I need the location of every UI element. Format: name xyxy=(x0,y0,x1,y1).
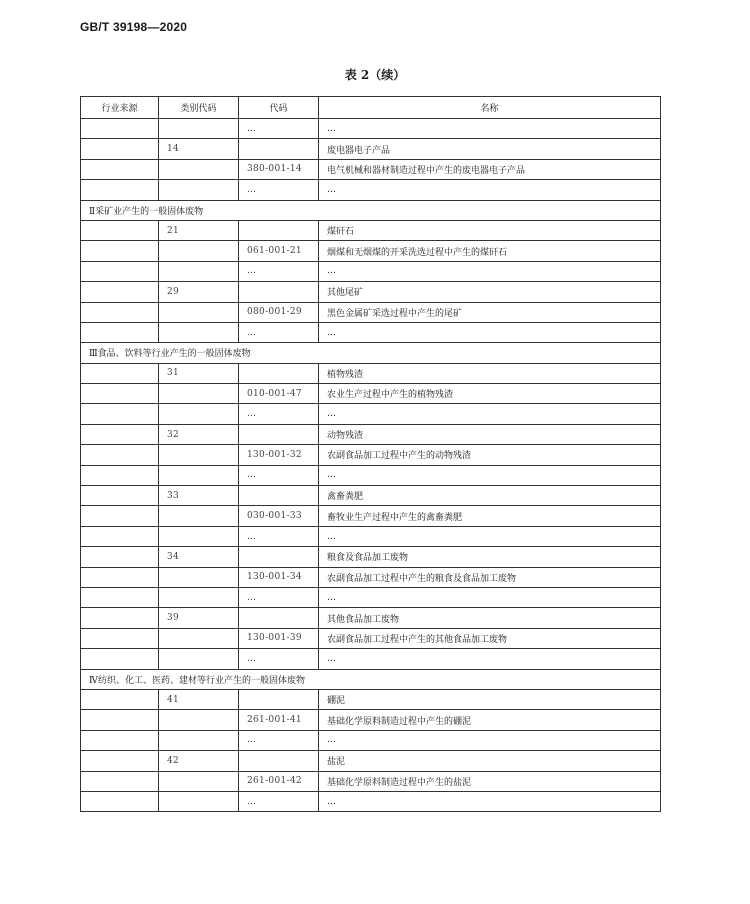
category-code-cell: 21 xyxy=(159,220,239,240)
column-header-category-code: 类别代码 xyxy=(159,97,239,119)
code-cell: 130-001-34 xyxy=(239,567,319,587)
code-cell: … xyxy=(239,322,319,342)
category-code-cell: 39 xyxy=(159,608,239,628)
code-cell: … xyxy=(239,261,319,281)
category-code-cell xyxy=(159,730,239,750)
name-cell: … xyxy=(319,526,661,546)
code-cell xyxy=(239,751,319,771)
table-row xyxy=(81,506,661,526)
name-cell: 粮食及食品加工废物 xyxy=(319,547,661,567)
industry-cell xyxy=(81,119,159,139)
name-cell: 畜牧业生产过程中产生的禽畜粪肥 xyxy=(319,506,661,526)
code-cell: 061-001-21 xyxy=(239,241,319,261)
industry-cell xyxy=(81,241,159,261)
industry-cell xyxy=(81,628,159,648)
code-cell: … xyxy=(239,180,319,200)
category-code-cell: 32 xyxy=(159,424,239,444)
code-cell xyxy=(239,424,319,444)
table-row xyxy=(81,159,661,179)
code-cell xyxy=(239,547,319,567)
table-row xyxy=(81,180,661,200)
name-cell: … xyxy=(319,261,661,281)
category-code-cell xyxy=(159,384,239,404)
industry-cell xyxy=(81,302,159,322)
industry-cell xyxy=(81,608,159,628)
table-row xyxy=(81,628,661,648)
code-cell xyxy=(239,689,319,709)
table-row xyxy=(81,689,661,709)
industry-cell xyxy=(81,547,159,567)
table-row xyxy=(81,486,661,506)
category-code-cell xyxy=(159,159,239,179)
category-code-cell xyxy=(159,302,239,322)
name-cell: 农业生产过程中产生的植物残渣 xyxy=(319,384,661,404)
name-cell: … xyxy=(319,465,661,485)
industry-cell xyxy=(81,791,159,811)
category-code-cell xyxy=(159,710,239,730)
category-code-cell: 41 xyxy=(159,689,239,709)
section-title: Ⅲ食品、饮料等行业产生的一般固体废物 xyxy=(81,343,661,363)
section-header-row xyxy=(81,669,661,689)
table-row xyxy=(81,751,661,771)
industry-cell xyxy=(81,710,159,730)
code-cell: … xyxy=(239,730,319,750)
table-row xyxy=(81,710,661,730)
code-cell xyxy=(239,139,319,159)
industry-cell xyxy=(81,424,159,444)
industry-cell xyxy=(81,261,159,281)
table-row xyxy=(81,404,661,424)
code-cell xyxy=(239,220,319,240)
industry-cell xyxy=(81,730,159,750)
column-header-industry: 行业来源 xyxy=(81,97,159,119)
table-row xyxy=(81,587,661,607)
table-row xyxy=(81,567,661,587)
code-cell: … xyxy=(239,649,319,669)
industry-cell xyxy=(81,322,159,342)
name-cell: … xyxy=(319,322,661,342)
industry-cell xyxy=(81,220,159,240)
code-cell: 080-001-29 xyxy=(239,302,319,322)
table-row xyxy=(81,119,661,139)
industry-cell xyxy=(81,587,159,607)
industry-cell xyxy=(81,404,159,424)
category-code-cell xyxy=(159,628,239,648)
table-row xyxy=(81,791,661,811)
name-cell: 动物残渣 xyxy=(319,424,661,444)
table-body xyxy=(81,119,661,812)
name-cell: … xyxy=(319,119,661,139)
table-header-row xyxy=(81,97,661,119)
industry-cell xyxy=(81,689,159,709)
name-cell: 其他尾矿 xyxy=(319,282,661,302)
category-code-cell xyxy=(159,791,239,811)
category-code-cell: 42 xyxy=(159,751,239,771)
industry-cell xyxy=(81,486,159,506)
name-cell: … xyxy=(319,404,661,424)
name-cell: 硼泥 xyxy=(319,689,661,709)
table-row xyxy=(81,282,661,302)
table-row xyxy=(81,261,661,281)
industry-cell xyxy=(81,139,159,159)
category-code-cell: 29 xyxy=(159,282,239,302)
industry-cell xyxy=(81,363,159,383)
section-title: Ⅱ采矿业产生的一般固体废物 xyxy=(81,200,661,220)
category-code-cell: 34 xyxy=(159,547,239,567)
industry-cell xyxy=(81,180,159,200)
column-header-code: 代码 xyxy=(239,97,319,119)
document-header: GB/T 39198—2020 xyxy=(80,20,188,34)
name-cell: … xyxy=(319,180,661,200)
category-code-cell xyxy=(159,445,239,465)
table-row xyxy=(81,465,661,485)
category-code-cell xyxy=(159,404,239,424)
name-cell: 盐泥 xyxy=(319,751,661,771)
table-row xyxy=(81,771,661,791)
name-cell: 农副食品加工过程中产生的粮食及食品加工废物 xyxy=(319,567,661,587)
name-cell: 基础化学原料制造过程中产生的盐泥 xyxy=(319,771,661,791)
code-cell: 130-001-32 xyxy=(239,445,319,465)
category-code-cell: 14 xyxy=(159,139,239,159)
category-code-cell xyxy=(159,506,239,526)
category-code-cell: 33 xyxy=(159,486,239,506)
category-code-cell xyxy=(159,465,239,485)
name-cell: 农副食品加工过程中产生的其他食品加工废物 xyxy=(319,628,661,648)
code-cell: 130-001-39 xyxy=(239,628,319,648)
table-title: 表 2（续） xyxy=(344,68,406,82)
name-cell: 其他食品加工废物 xyxy=(319,608,661,628)
industry-cell xyxy=(81,751,159,771)
column-header-name: 名称 xyxy=(319,97,661,119)
table-row xyxy=(81,608,661,628)
section-header-row xyxy=(81,343,661,363)
industry-cell xyxy=(81,159,159,179)
category-code-cell xyxy=(159,241,239,261)
category-code-cell xyxy=(159,587,239,607)
code-cell: … xyxy=(239,119,319,139)
industry-cell xyxy=(81,445,159,465)
name-cell: … xyxy=(319,587,661,607)
name-cell: 禽畜粪肥 xyxy=(319,486,661,506)
name-cell: 植物残渣 xyxy=(319,363,661,383)
category-code-cell xyxy=(159,119,239,139)
category-code-cell xyxy=(159,261,239,281)
industry-cell xyxy=(81,649,159,669)
category-code-cell xyxy=(159,322,239,342)
table-row xyxy=(81,139,661,159)
table-row xyxy=(81,363,661,383)
category-code-cell xyxy=(159,649,239,669)
code-cell: … xyxy=(239,791,319,811)
name-cell: 废电器电子产品 xyxy=(319,139,661,159)
industry-cell xyxy=(81,567,159,587)
table-row xyxy=(81,526,661,546)
code-cell: 030-001-33 xyxy=(239,506,319,526)
table-row xyxy=(81,384,661,404)
table-row xyxy=(81,241,661,261)
industry-cell xyxy=(81,384,159,404)
name-cell: … xyxy=(319,649,661,669)
category-code-cell xyxy=(159,526,239,546)
industry-cell xyxy=(81,282,159,302)
name-cell: … xyxy=(319,791,661,811)
table-row xyxy=(81,445,661,465)
industry-cell xyxy=(81,506,159,526)
category-code-cell xyxy=(159,180,239,200)
section-header-row xyxy=(81,200,661,220)
table-row xyxy=(81,547,661,567)
code-cell xyxy=(239,608,319,628)
industry-cell xyxy=(81,465,159,485)
code-cell: … xyxy=(239,404,319,424)
name-cell: 基础化学原料制造过程中产生的硼泥 xyxy=(319,710,661,730)
category-code-cell xyxy=(159,567,239,587)
code-cell: … xyxy=(239,587,319,607)
table-row xyxy=(81,322,661,342)
section-title: Ⅳ纺织、化工、医药、建材等行业产生的一般固体废物 xyxy=(81,669,661,689)
category-code-cell: 31 xyxy=(159,363,239,383)
code-cell: … xyxy=(239,526,319,546)
code-cell xyxy=(239,363,319,383)
table-row xyxy=(81,302,661,322)
table-row xyxy=(81,220,661,240)
table-row xyxy=(81,649,661,669)
code-cell: 261-001-42 xyxy=(239,771,319,791)
table-row xyxy=(81,424,661,444)
code-cell: 010-001-47 xyxy=(239,384,319,404)
code-cell: 380-001-14 xyxy=(239,159,319,179)
name-cell: 电气机械和器材制造过程中产生的废电器电子产品 xyxy=(319,159,661,179)
name-cell: 农副食品加工过程中产生的动物残渣 xyxy=(319,445,661,465)
name-cell: 烟煤和无烟煤的开采洗选过程中产生的煤矸石 xyxy=(319,241,661,261)
code-cell: … xyxy=(239,465,319,485)
code-cell xyxy=(239,282,319,302)
name-cell: 煤矸石 xyxy=(319,220,661,240)
table-row xyxy=(81,730,661,750)
category-code-cell xyxy=(159,771,239,791)
code-cell xyxy=(239,486,319,506)
waste-classification-table xyxy=(80,96,661,812)
industry-cell xyxy=(81,526,159,546)
name-cell: 黑色金属矿采选过程中产生的尾矿 xyxy=(319,302,661,322)
code-cell: 261-001-41 xyxy=(239,710,319,730)
industry-cell xyxy=(81,771,159,791)
name-cell: … xyxy=(319,730,661,750)
